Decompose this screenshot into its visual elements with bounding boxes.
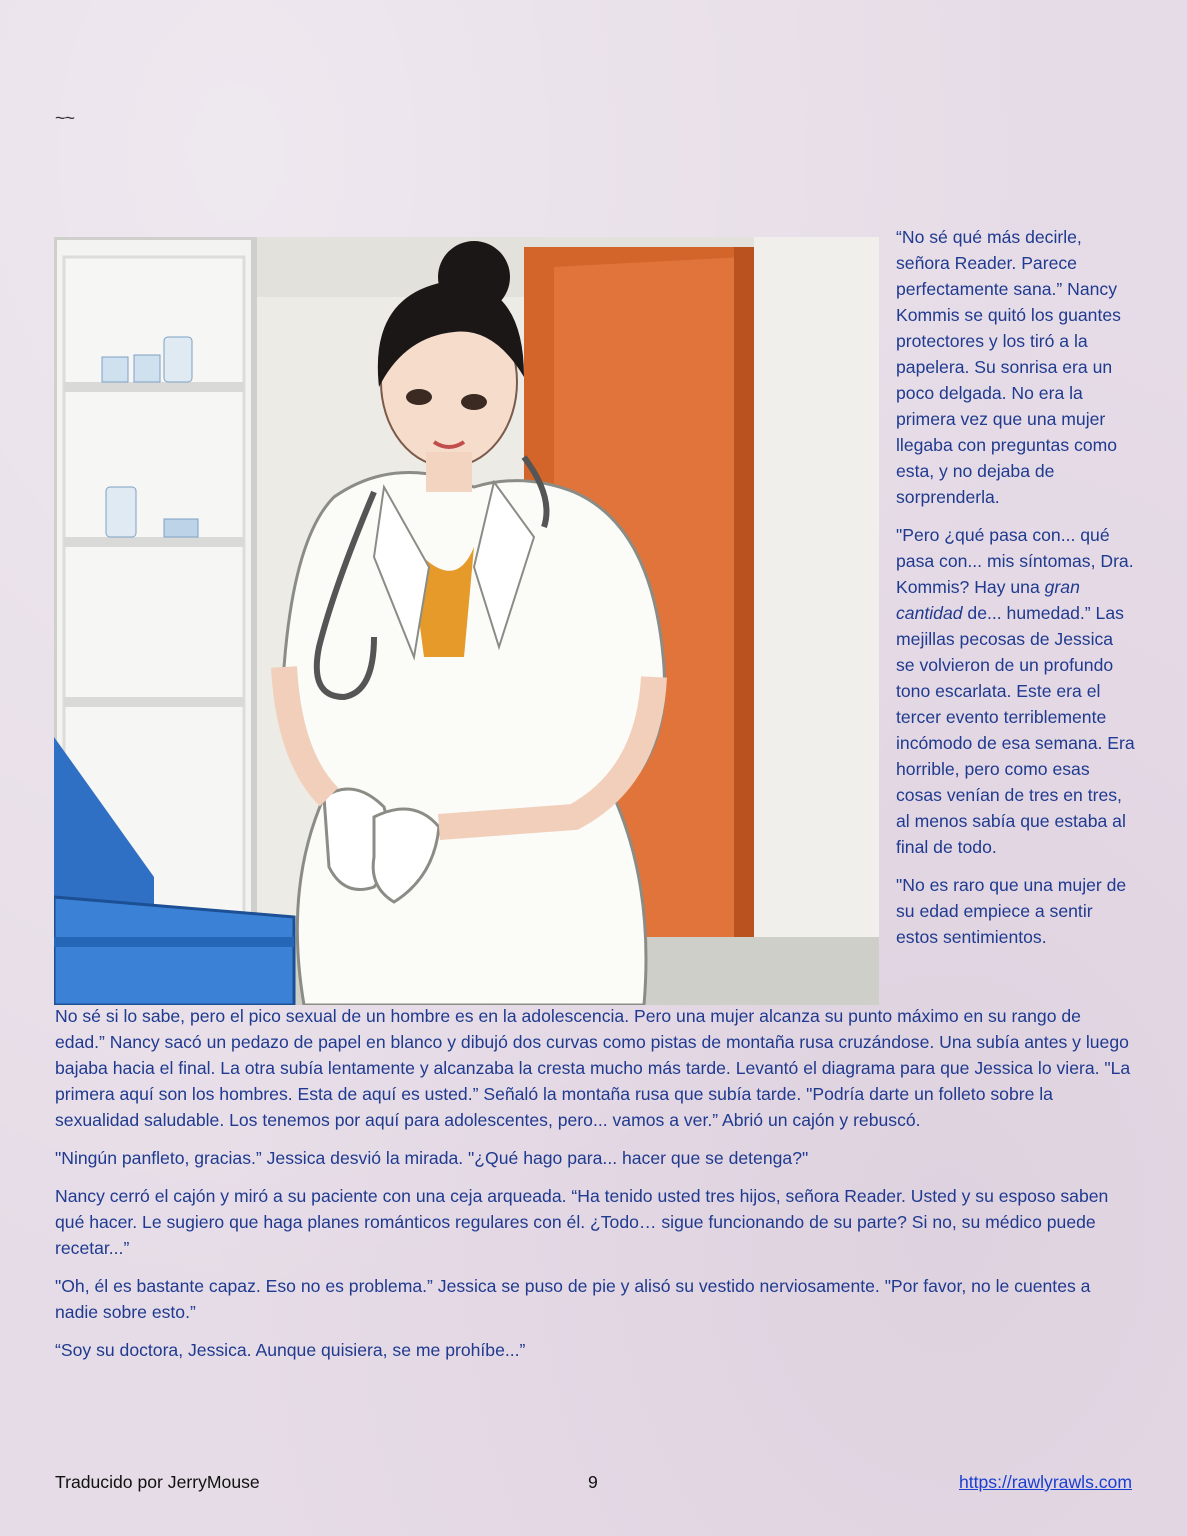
paragraph-2-start: "Pero ¿qué pasa con... qué pasa con... mis síntomas, Dra. Kommis? Hay una (896, 525, 1134, 597)
paragraph-2-end: de... humedad.” Las mejillas pecosas de Jessica se volvieron de un profundo tono escarlata. Este era el tercer evento terriblemente incómodo de esa semana. Era horrible, pero como esas cosas venían de tres en tres, al menos sabía que estaba al final de todo. (896, 603, 1135, 857)
side-text-column (896, 224, 1136, 962)
page-footer (55, 1472, 1132, 1498)
paragraph-6: "Oh, él es bastante capaz. Eso no es problema.” Jessica se puso de pie y alisó su vestido nerviosamente. "Por favor, no le cuentes a nadie sobre esto.” (55, 1276, 1091, 1322)
paragraph-4: "Ningún panfleto, gracias.” Jessica desvió la mirada. "¿Qué hago para... hacer que se detenga?" (55, 1148, 809, 1168)
website-link[interactable]: https://rawlyrawls.com (958, 1472, 1132, 1492)
paragraph-3-continued: No sé si lo sabe, pero el pico sexual de un hombre es en la adolescencia. Pero una mujer alcanza su punto máximo en su rango de edad.” Nancy sacó un pedazo de papel en blanco y dibujó dos curvas como pistas de montaña rusa cruzándose. Una subía antes y luego bajaba hacia el final. La otra subía lentamente y alcanzaba la cresta mucho más tarde. Levantó el diagrama para que Jessica lo viera. "La primera aquí son los hombres. Esta de aquí es usted.” Señaló la montaña rusa que subía tarde. "Podría darte un folleto sobre la sexualidad saludable. Los tenemos por aquí para adolescentes, pero... vamos a ver.” Abrió un cajón y rebuscó. (55, 1006, 1131, 1130)
nurse-illustration (54, 237, 879, 1005)
translator-credit: Traducido por JerryMouse (55, 1472, 260, 1492)
paragraph-2-italic: gran cantidad (896, 577, 1080, 623)
paragraph-5: Nancy cerró el cajón y miró a su paciente con una ceja arqueada. “Ha tenido usted tres hijos, señora Reader. Usted y su esposo saben qué hacer. Le sugiero que haga planes románticos regulares con él. ¿Todo… sigue funcionando de su parte? Si no, su médico puede recetar...” (55, 1186, 1109, 1258)
nurse-illustration-drawing (54, 237, 879, 1005)
paragraph-7: “Soy su doctora, Jessica. Aunque quisiera, se me prohíbe...” (55, 1340, 526, 1360)
paragraph-1: “No sé qué más decirle, señora Reader. Parece perfectamente sana.” Nancy Kommis se quitó los guantes protectores y los tiró a la papelera. Su sonrisa era un poco delgada. No era la primera vez que una mujer llegaba con preguntas como esta, y no dejaba de sorprenderla. (896, 227, 1121, 507)
full-text-column (55, 1003, 1135, 1375)
paragraph-3-start: "No es raro que una mujer de su edad empiece a sentir estos sentimientos. (896, 875, 1127, 947)
page-number: 9 (588, 1472, 598, 1492)
paragraph-2 (896, 522, 1136, 860)
section-separator: ~~ (55, 108, 75, 128)
